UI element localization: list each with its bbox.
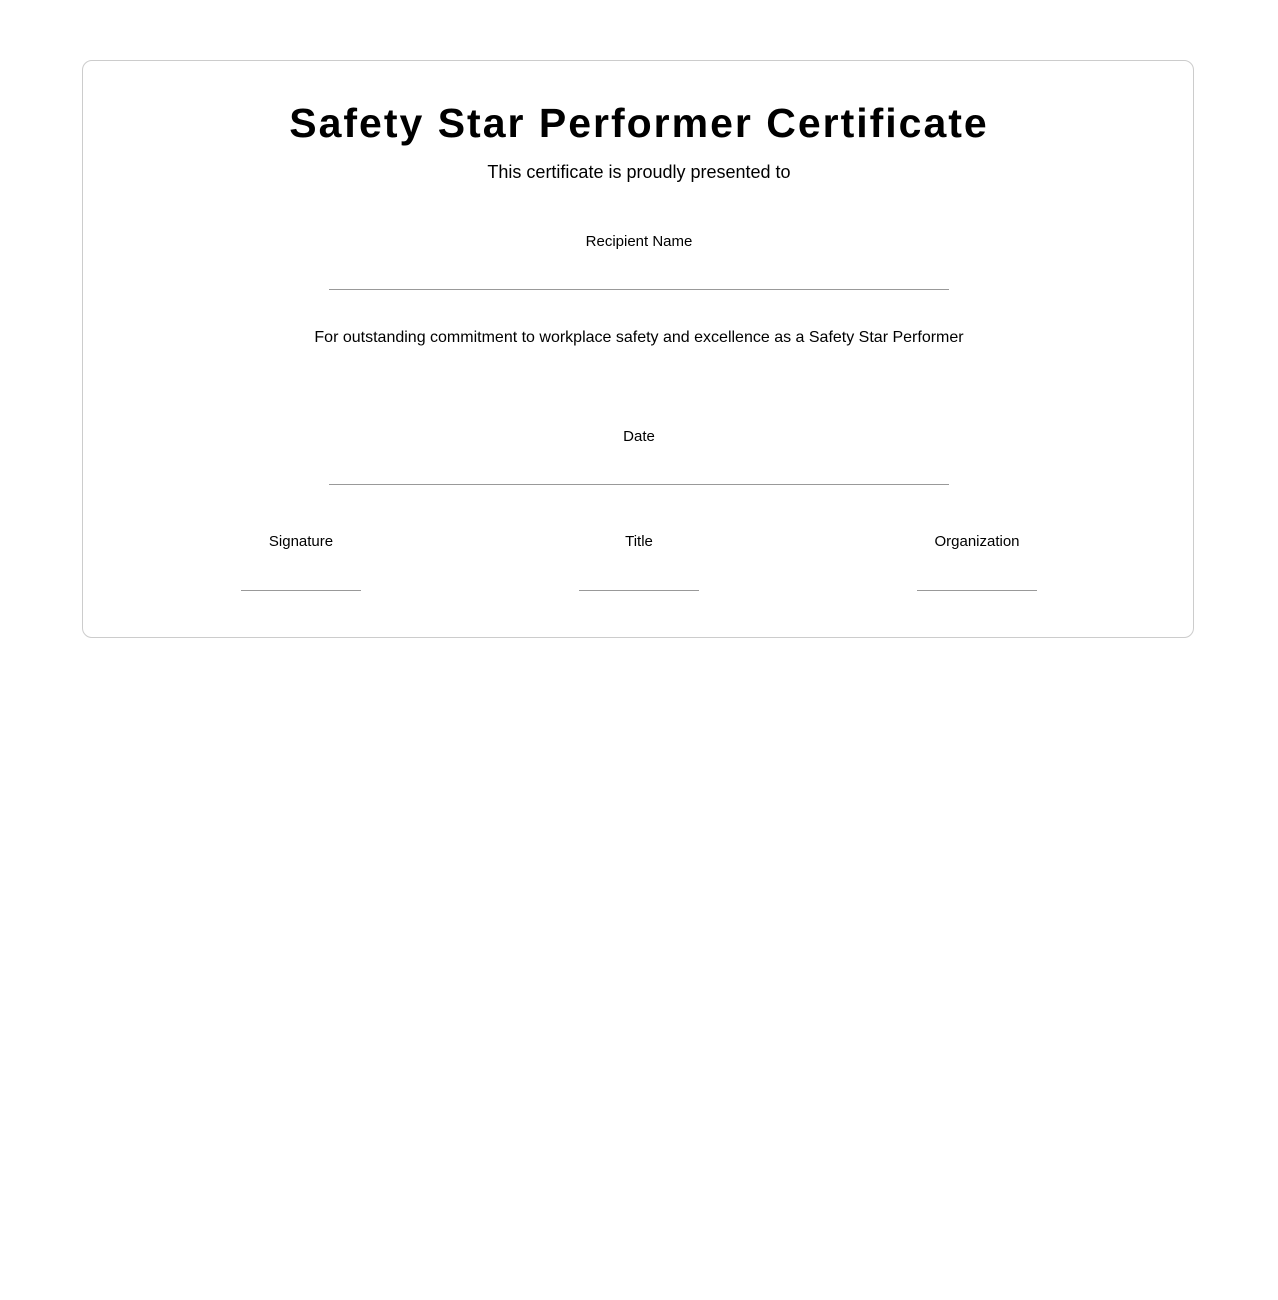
- presented-to-text: This certificate is proudly presented to: [487, 162, 791, 182]
- organization-line: [917, 590, 1037, 591]
- title-label: Title: [625, 533, 653, 550]
- date-label: Date: [623, 428, 655, 445]
- date-line: [329, 484, 949, 485]
- certificate-title: Safety Star Performer Certificate: [289, 100, 989, 146]
- signature-line: [241, 590, 361, 591]
- recipient-name-label: Recipient Name: [585, 233, 693, 250]
- citation-text: For outstanding commitment to workplace safety and excellence as a Safety Star Performer: [314, 329, 964, 346]
- organization-label: Organization: [934, 533, 1020, 550]
- signature-label: Signature: [268, 533, 334, 550]
- title-line: [579, 590, 699, 591]
- recipient-name-line: [329, 289, 949, 290]
